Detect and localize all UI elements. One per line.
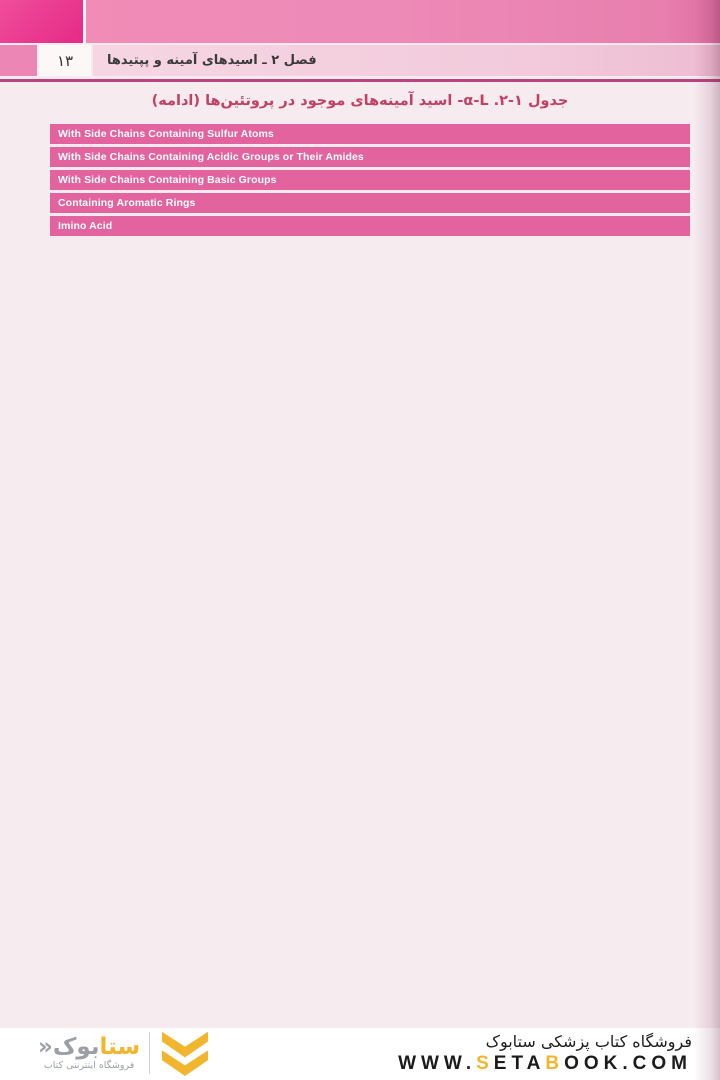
- table-title: [0, 93, 720, 109]
- footer-url-segment: OOK.COM: [564, 1052, 692, 1074]
- logo-wordmark-stack: [38, 1035, 140, 1071]
- corner-magenta-block: [0, 0, 86, 43]
- footer-url-segment: WWW.: [398, 1052, 477, 1074]
- setabook-logo: [38, 1030, 211, 1076]
- chevron-logo-icon: [159, 1030, 211, 1076]
- page-number: [39, 45, 91, 76]
- chapter-title-band: [93, 45, 720, 76]
- footer-store-info: [398, 1032, 692, 1075]
- table-section-header: With Side Chains Containing Sulfur Atoms: [50, 124, 690, 144]
- header-divider-rule: [0, 79, 720, 82]
- footer-url: [398, 1053, 692, 1075]
- table-title-text: جدول ۱-۲. α-L- اسید آمینه‌های موجود در پروتئین‌ها (ادامه): [151, 93, 569, 109]
- footer-url-segment: S: [476, 1052, 494, 1074]
- chapter-header-band: [0, 45, 720, 76]
- footer-url-segment: ETA: [493, 1052, 546, 1074]
- table-section-header: With Side Chains Containing Basic Groups: [50, 170, 690, 190]
- table-section-header: With Side Chains Containing Acidic Groups or Their Amides: [50, 147, 690, 167]
- logo-word-gray: بوک: [52, 1034, 100, 1060]
- logo-guillemet: «: [38, 1034, 53, 1060]
- chapter-title: فصل ۲ ـ اسیدهای آمینه و پپتیدها: [107, 53, 317, 68]
- amino-acid-table: [50, 121, 690, 238]
- table-section-header: Imino Acid: [50, 216, 690, 236]
- logo-divider: [149, 1032, 150, 1074]
- page-edge-shadow: [694, 0, 720, 1080]
- footer-url-segment: B: [545, 1052, 565, 1074]
- logo-wordmark: [38, 1035, 140, 1059]
- top-pink-band: [0, 0, 720, 43]
- header-pink-chip: [0, 45, 37, 76]
- logo-tagline: فروشگاه اینترنتی کتاب: [43, 1060, 135, 1071]
- store-name: فروشگاه کتاب پزشکی ستابوک: [485, 1031, 692, 1051]
- table-section-header: Containing Aromatic Rings: [50, 193, 690, 213]
- logo-word-yellow: ستا: [99, 1034, 141, 1060]
- page-number-text: ۱۳: [56, 51, 74, 70]
- footer-bar: [0, 1028, 720, 1080]
